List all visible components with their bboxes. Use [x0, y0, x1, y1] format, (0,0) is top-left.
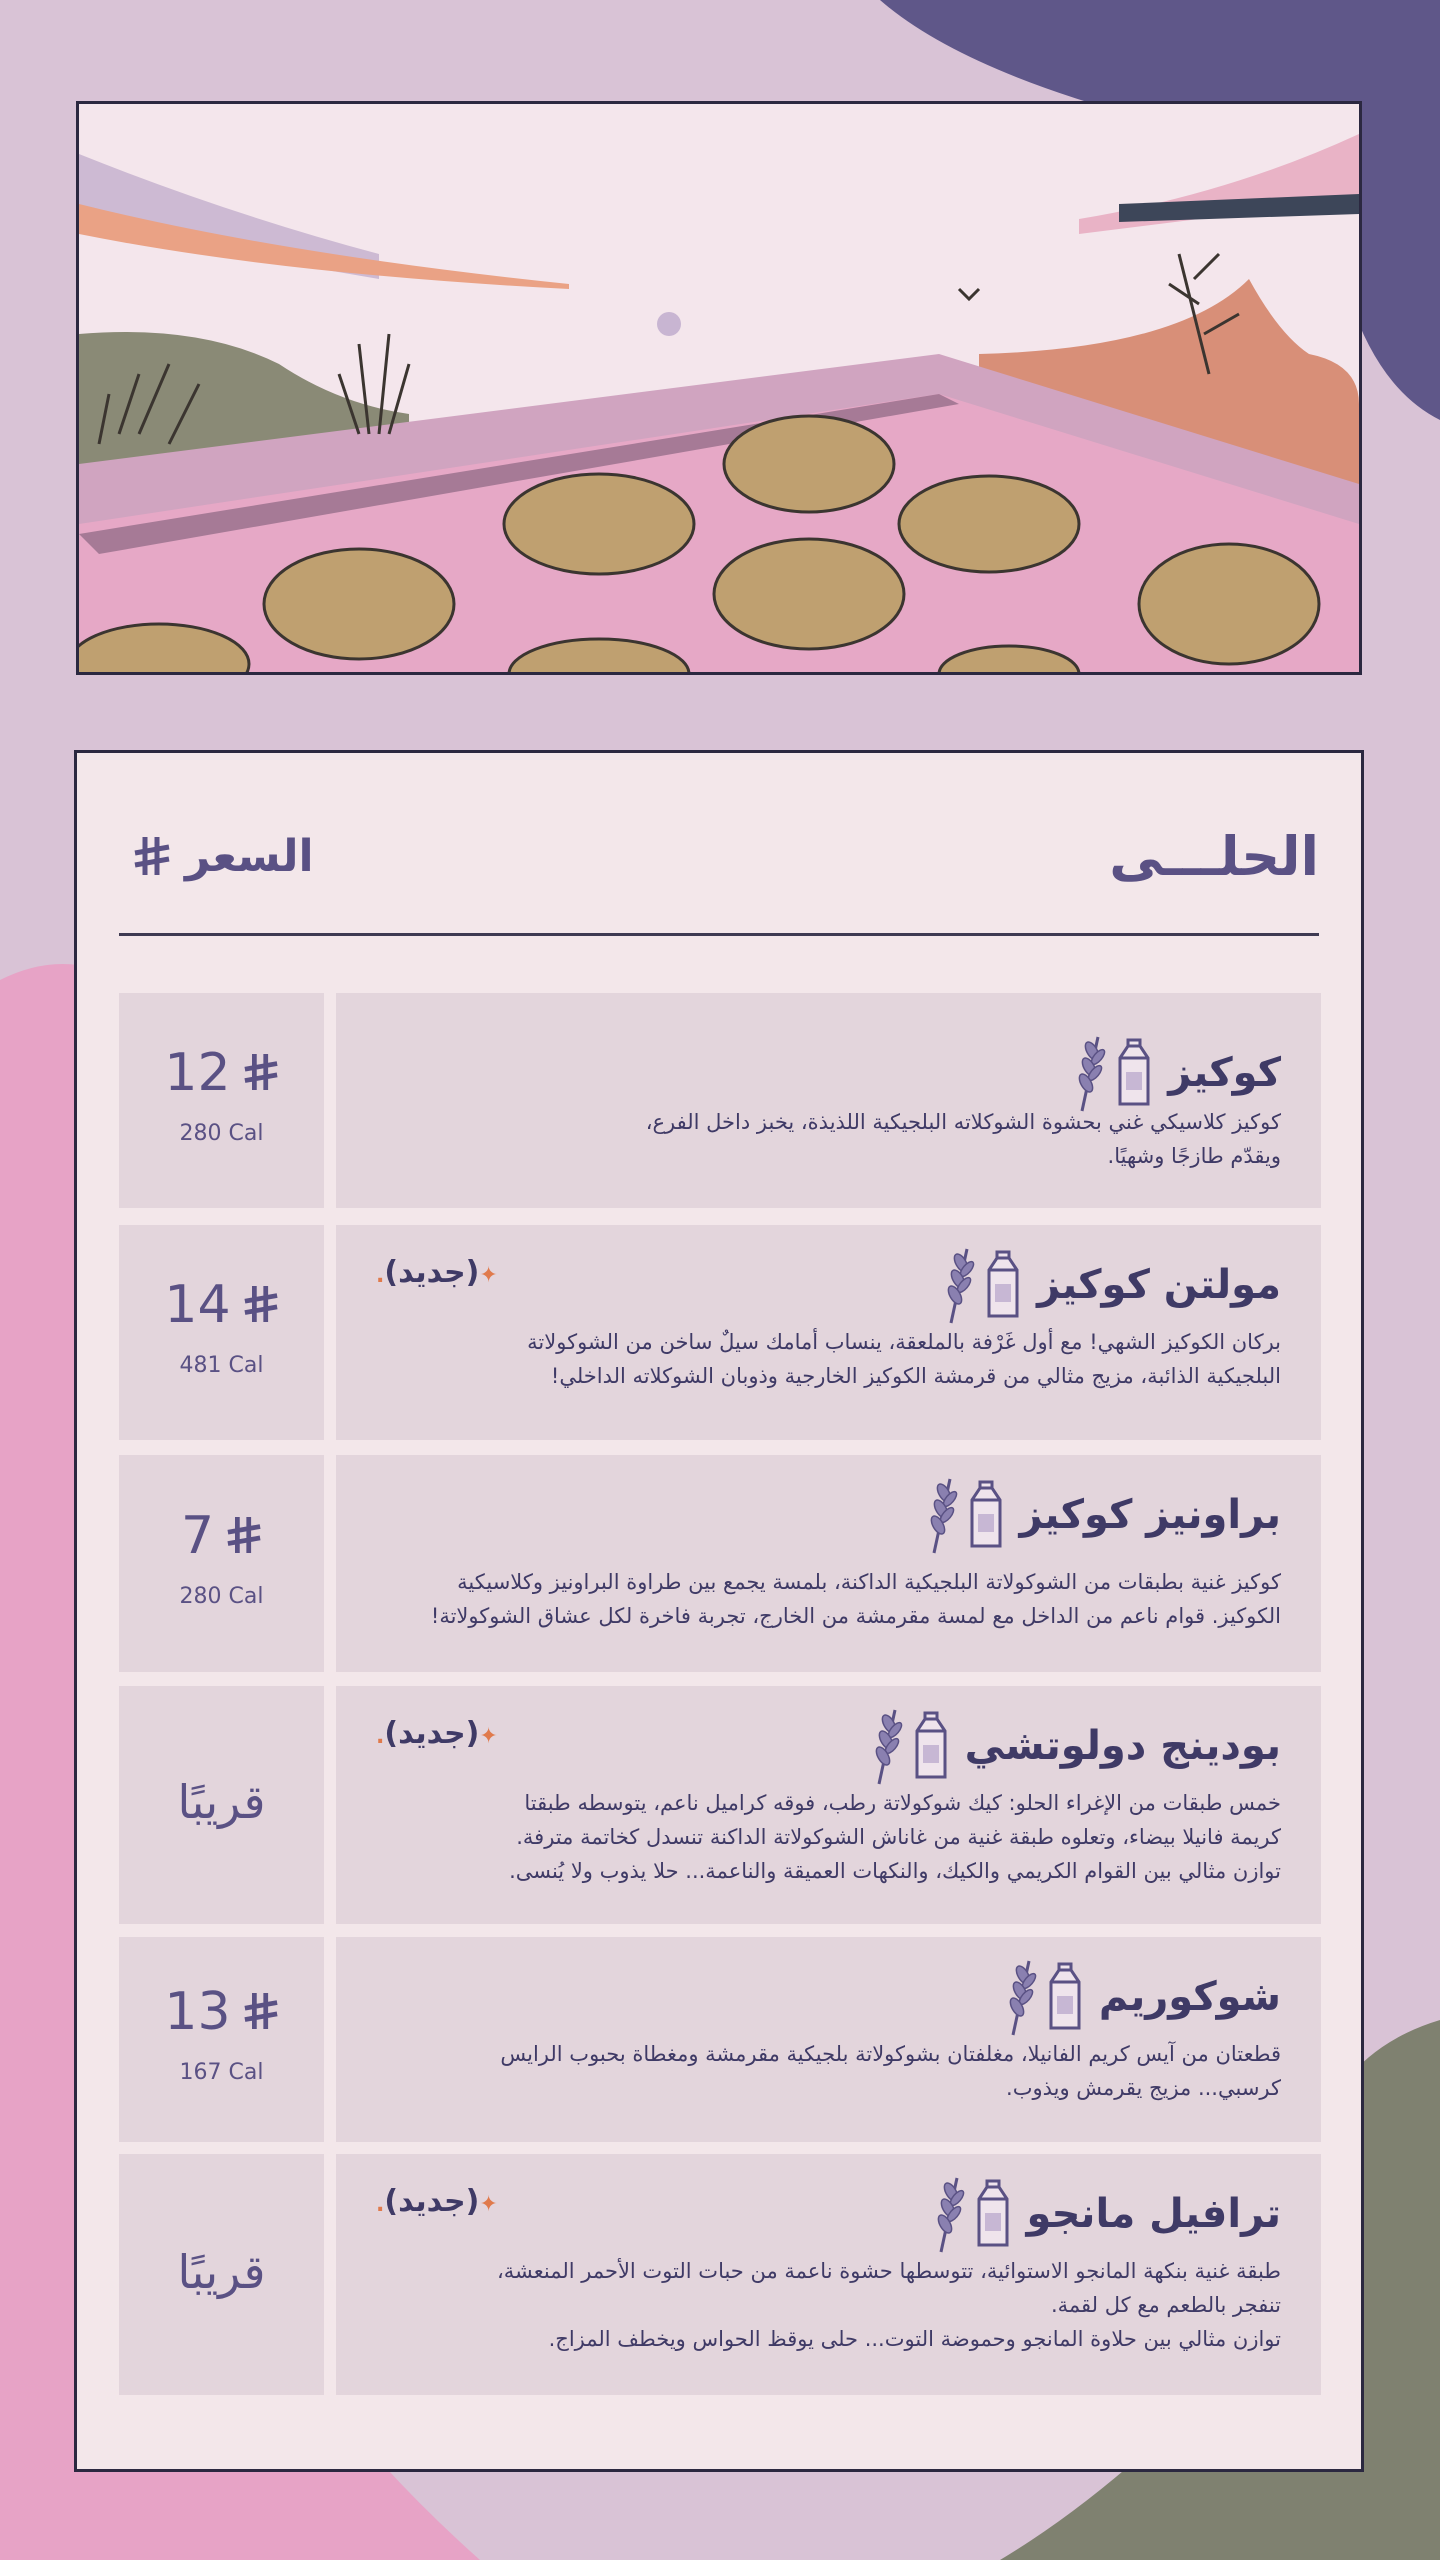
- item-name: براونيز كوكيز: [1019, 1492, 1281, 1538]
- item-description: [376, 2254, 1281, 2356]
- price-cell: [119, 1686, 324, 1924]
- item-name: بودينج دولوتشي: [964, 1723, 1281, 1769]
- price-cell: [119, 1937, 324, 2142]
- item-heading: [941, 1245, 1281, 1325]
- description-cell: [336, 993, 1321, 1208]
- milk-carton-icon: [911, 1711, 951, 1781]
- header-divider: [119, 933, 1319, 936]
- coming-soon-label: قريبًا: [177, 2244, 266, 2299]
- calories-value: 167: [179, 2059, 222, 2085]
- item-calories: [119, 1584, 324, 1609]
- menu-item-row: [119, 1225, 1321, 1440]
- item-name: كوكيز: [1168, 1050, 1281, 1096]
- item-calories: [119, 2060, 324, 2085]
- calories-unit: Cal: [228, 1583, 264, 1609]
- item-description-line: تنفجر بالطعم مع كل لقمة.: [1050, 2293, 1281, 2317]
- saudi-riyal-icon: [243, 1052, 279, 1094]
- item-icons: [941, 1245, 1023, 1325]
- wheat-icon: [1072, 1033, 1108, 1113]
- item-name: ترافيل مانجو: [1026, 2191, 1281, 2237]
- item-icons: [869, 1706, 951, 1786]
- item-price: [119, 1275, 324, 1335]
- item-description: [376, 1105, 1281, 1173]
- sparkle-icon: ✦: [479, 2192, 498, 2217]
- item-price: [119, 1043, 324, 1103]
- dot-icon: .: [376, 2192, 385, 2217]
- calories-value: 280: [179, 1583, 222, 1609]
- item-name: مولتن كوكيز: [1037, 1262, 1281, 1308]
- menu-item-row: [119, 993, 1321, 1208]
- menu-item-row: [119, 1455, 1321, 1672]
- milk-carton-icon: [983, 1250, 1023, 1320]
- new-label: (جديد): [384, 1716, 480, 1751]
- item-name: شوكوريم: [1098, 1974, 1281, 2020]
- item-price: [119, 1982, 324, 2042]
- calories-unit: Cal: [228, 1120, 264, 1146]
- item-calories: [119, 1121, 324, 1146]
- item-description-line: ويقدّم طازجًا وشهيًا.: [1107, 1144, 1281, 1168]
- menu-title: الحلـــى: [1109, 825, 1319, 888]
- saudi-riyal-icon: [226, 1515, 262, 1557]
- item-description-line: كوكيز غنية بطبقات من الشوكولاتة البلجيكية الداكنة، بلمسة يجمع بين طراوة البراونيز وكلاسيكية: [457, 1570, 1281, 1594]
- wheat-icon: [924, 1475, 960, 1555]
- item-heading: [924, 1475, 1281, 1555]
- price-cell: [119, 993, 324, 1208]
- wheat-icon: [869, 1706, 905, 1786]
- item-description-line: بركان الكوكيز الشهي! مع أول غَرْفة بالملعقة، ينساب أمامك سيلٌ ساخن من الشوكولاتة: [527, 1330, 1281, 1354]
- price-cell: [119, 1455, 324, 1672]
- wheat-icon: [931, 2174, 967, 2254]
- price-value: 13: [164, 1981, 231, 2042]
- item-description-line: كريمة فانيلا بيضاء، وتعلوه طبقة غنية من غاناش الشوكولاتة الداكنة تنسدل كخاتمة مترفة.: [516, 1825, 1281, 1849]
- item-description: [376, 1325, 1281, 1393]
- wheat-icon: [941, 1245, 977, 1325]
- saudi-riyal-icon: [243, 1284, 279, 1326]
- milk-carton-icon: [966, 1480, 1006, 1550]
- menu-item-row: [119, 1686, 1321, 1924]
- milk-carton-icon: [973, 2179, 1013, 2249]
- hero-illustration: [76, 101, 1362, 675]
- dot-icon: .: [376, 1724, 385, 1749]
- milk-carton-icon: [1045, 1962, 1085, 2032]
- description-cell: [336, 2154, 1321, 2395]
- item-heading: [1072, 1033, 1281, 1113]
- dot-icon: .: [376, 1263, 385, 1288]
- item-description: [376, 1565, 1281, 1633]
- calories-value: 481: [179, 1352, 222, 1378]
- item-heading: [931, 2174, 1281, 2254]
- menu-item-row: [119, 2154, 1321, 2395]
- menu-item-row: [119, 1937, 1321, 2142]
- item-description-line: قطعتان من آيس كريم الفانيلا، مغلفتان بشوكولاتة بلجيكية مقرمشة ومغطاة بحبوب الرايس: [500, 2042, 1281, 2066]
- price-cell: [119, 1225, 324, 1440]
- item-price: [119, 1506, 324, 1566]
- item-description-line: خمس طبقات من الإغراء الحلو: كيك شوكولاتة رطب، فوقه كراميل ناعم، يتوسطه طبقتا: [524, 1791, 1281, 1815]
- item-description-line: الكوكيز. قوام ناعم من الداخل مع لمسة مقرمشة من الخارج، تجربة فاخرة لكل عشاق الشوكولاتة!: [430, 1604, 1281, 1628]
- new-badge: [376, 1716, 498, 1751]
- wheat-icon: [1003, 1957, 1039, 2037]
- new-badge: [376, 1255, 498, 1290]
- new-label: (جديد): [384, 1255, 480, 1290]
- price-value: 7: [180, 1505, 215, 1566]
- item-description-line: توازن مثالي بين حلاوة المانجو وحموضة التوت... حلى يوقظ الحواس ويخطف المزاج.: [548, 2327, 1281, 2351]
- calories-unit: Cal: [228, 2059, 264, 2085]
- item-description-line: البلجيكية الذائبة، مزيج مثالي من قرمشة الكوكيز الخارجية وذوبان الشوكلاته الداخلي!: [550, 1364, 1281, 1388]
- calories-value: 280: [179, 1120, 222, 1146]
- item-heading: [1003, 1957, 1281, 2037]
- description-cell: [336, 1455, 1321, 1672]
- price-cell: [119, 2154, 324, 2395]
- saudi-riyal-icon: [133, 835, 171, 879]
- price-value: 14: [164, 1274, 231, 1335]
- price-label: السعر: [185, 831, 314, 882]
- item-heading: [869, 1706, 1281, 1786]
- item-icons: [931, 2174, 1013, 2254]
- item-description: [376, 1786, 1281, 1888]
- calories-unit: Cal: [228, 1352, 264, 1378]
- item-icons: [1072, 1033, 1154, 1113]
- coming-soon-label: قريبًا: [177, 1775, 266, 1829]
- price-column-header: [133, 831, 314, 882]
- new-label: (جديد): [384, 2184, 480, 2219]
- item-description-line: كوكيز كلاسيكي غني بحشوة الشوكلاته البلجيكية اللذيذة، يخبز داخل الفرع،: [645, 1110, 1281, 1134]
- description-cell: [336, 1686, 1321, 1924]
- item-description: [376, 2037, 1281, 2105]
- new-badge: [376, 2184, 498, 2219]
- item-description-line: توازن مثالي بين القوام الكريمي والكيك، والنكهات العميقة والناعمة... حلا يذوب ولا يُنسى.: [509, 1859, 1281, 1883]
- milk-carton-icon: [1114, 1038, 1154, 1108]
- item-icons: [1003, 1957, 1085, 2037]
- price-value: 12: [164, 1042, 231, 1103]
- menu-card: [74, 750, 1364, 2472]
- item-description-line: كرسبي... مزيج يقرمش ويذوب.: [1006, 2076, 1281, 2100]
- description-cell: [336, 1937, 1321, 2142]
- sparkle-icon: ✦: [479, 1263, 498, 1288]
- item-calories: [119, 1353, 324, 1378]
- item-description-line: طبقة غنية بنكهة المانجو الاستوائية، تتوسطها حشوة ناعمة من حبات التوت الأحمر المنعشة،: [496, 2259, 1281, 2283]
- sparkle-icon: ✦: [479, 1724, 498, 1749]
- item-icons: [924, 1475, 1006, 1555]
- saudi-riyal-icon: [243, 1991, 279, 2033]
- description-cell: [336, 1225, 1321, 1440]
